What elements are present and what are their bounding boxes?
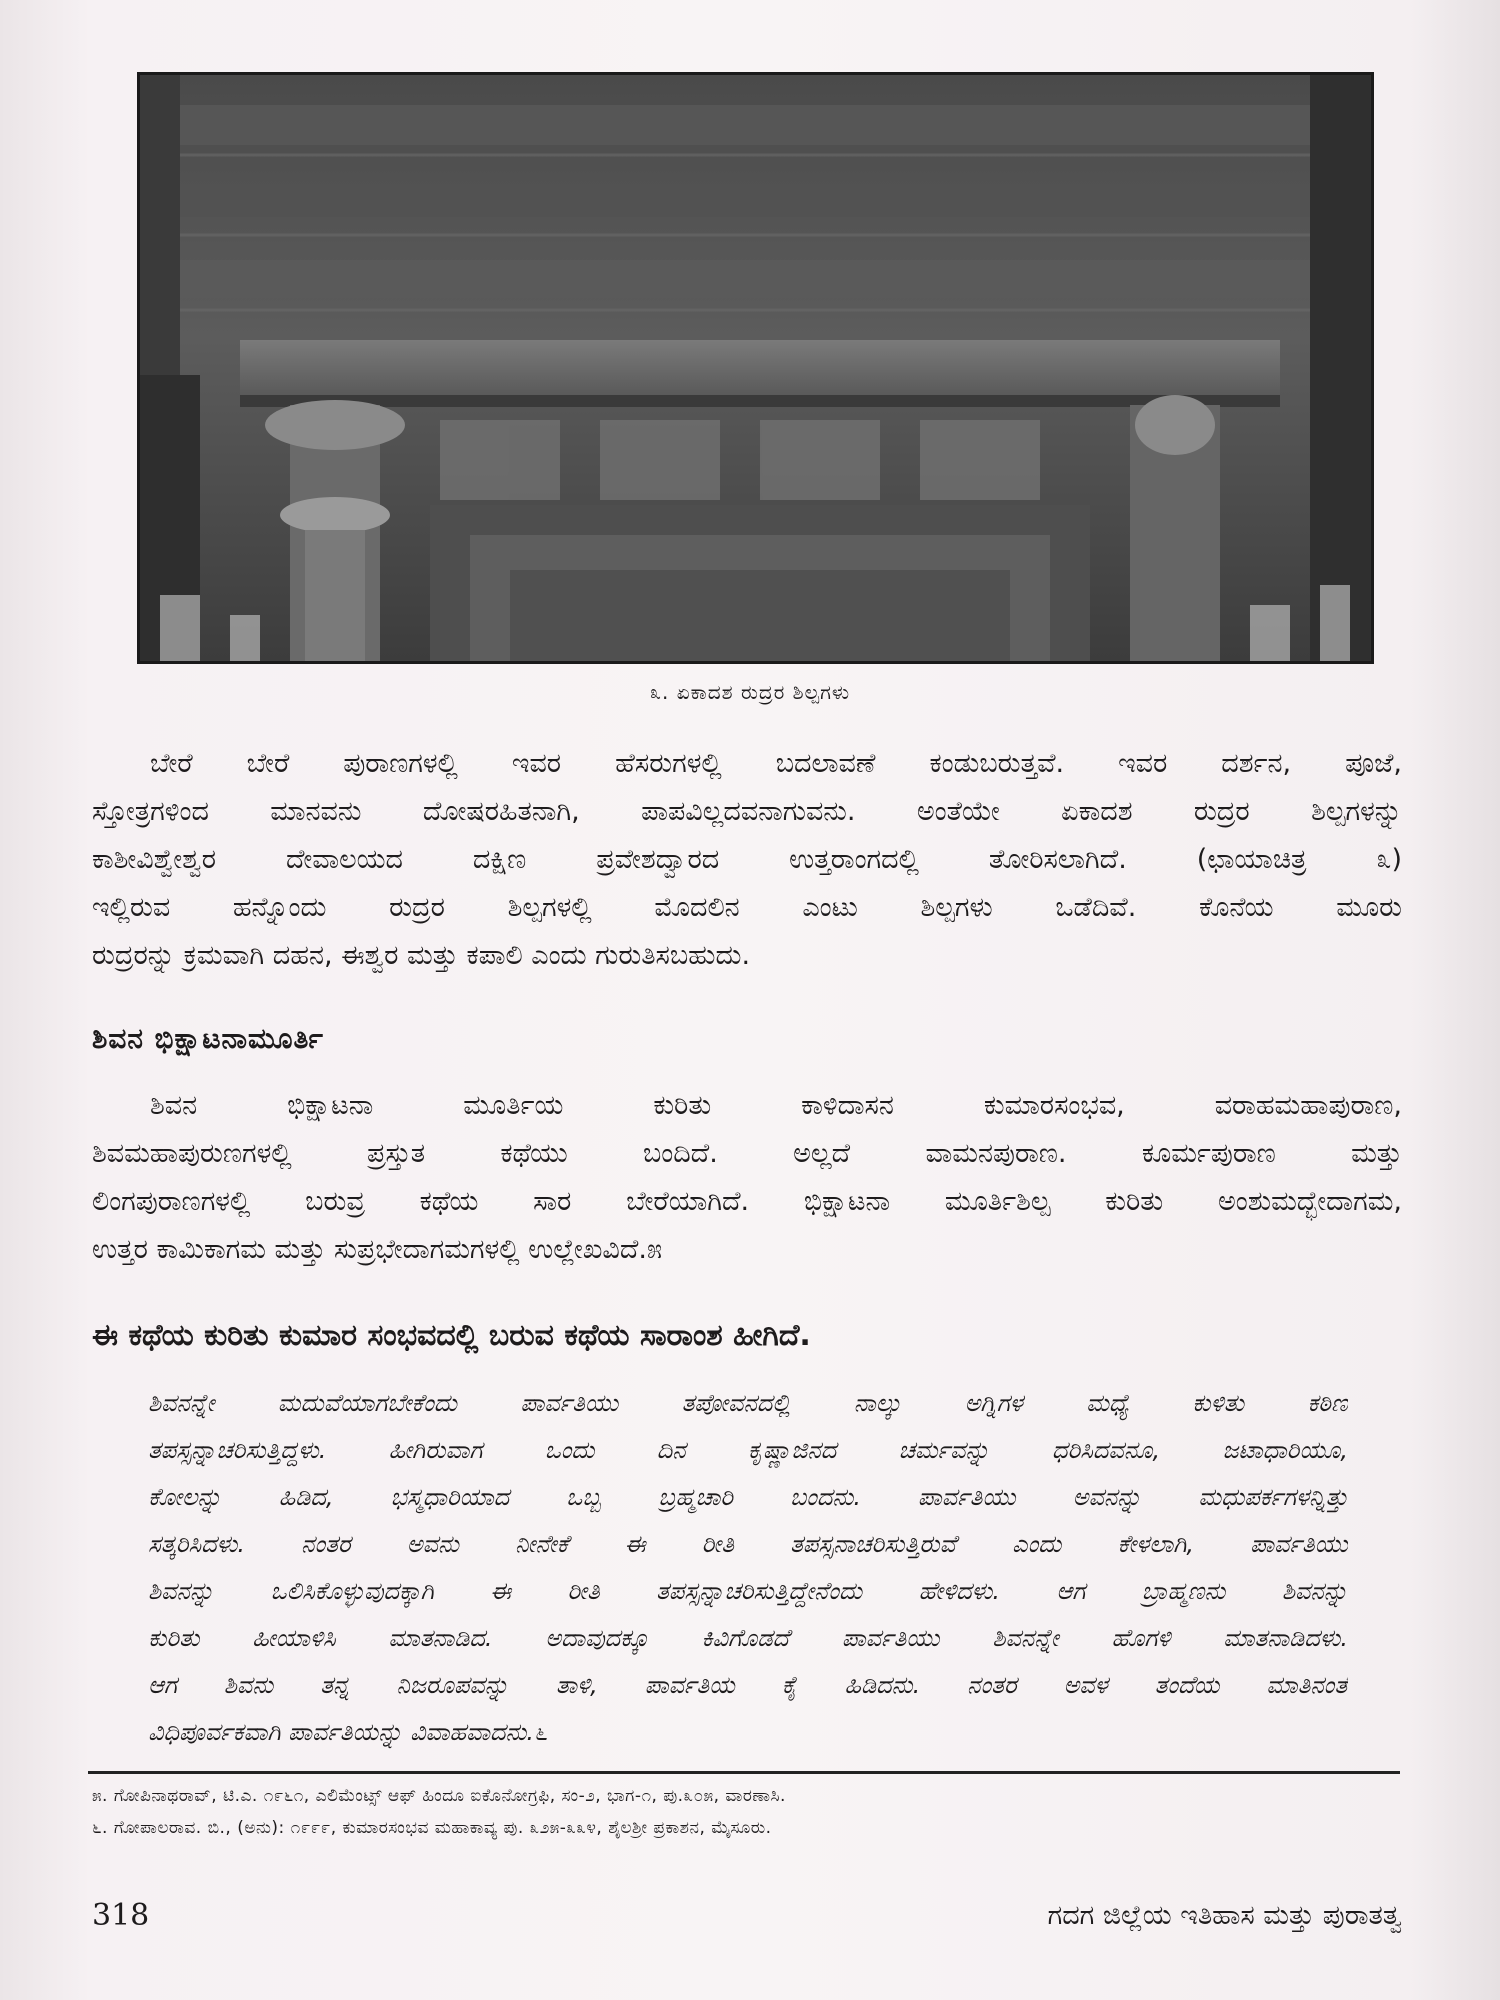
quote-line: ಸತ್ಕರಿಸಿದಳು. ನಂತರ ಅವನು ನೀನೇಕೆ ಈ ರೀತಿ ತಪಸ್ಸನಾಚರಿಸುತ್ತಿರುವೆ ಎಂದು ಕೇಳಲಾಗಿ, ಪಾರ್ವತಿಯು <box>148 1530 1348 1558</box>
text-line: ಶಿವಮಹಾಪುರುಣಗಳಲ್ಲಿ ಪ್ರಸ್ತುತ ಕಥೆಯು ಬಂದಿದೆ. ಅಲ್ಲದೆ ವಾಮನಪುರಾಣ. ಕೂರ್ಮಪುರಾಣ ಮತ್ತು <box>92 1138 1402 1169</box>
footnote-6: ೬. ಗೋಪಾಲರಾವ. ಬಿ., (ಅನು): ೧೯೯೯, ಕುಮಾರಸಂಭವ ಮಹಾಕಾವ್ಯ ಪು. ೩೨೫-೩೩೪, ಶೈಲಶ್ರೀ ಪ್ರಕಾಶನ, ಮೈಸೂರು. <box>92 1818 772 1838</box>
photo-image <box>140 75 1371 661</box>
text-line: ಸ್ತೋತ್ರಗಳಿಂದ ಮಾನವನು ದೋಷರಹಿತನಾಗಿ, ಪಾಪವಿಲ್ಲದವನಾಗುವನು. ಅಂತೆಯೇ ಏಕಾದಶ ರುದ್ರರ ಶಿಲ್ಪಗಳನ್ನು <box>92 796 1402 827</box>
temple-lintel-photo <box>137 72 1374 664</box>
text-line: ಉತ್ತರ ಕಾಮಿಕಾಗಮ ಮತ್ತು ಸುಪ್ರಭೇದಾಗಮಗಳಲ್ಲಿ ಉಲ್ಲೇಖವಿದೆ.೫ <box>92 1234 663 1265</box>
text-line: ಶಿವನ ಭಿಕ್ಷಾಟನಾ ಮೂರ್ತಿಯ ಕುರಿತು ಕಾಳಿದಾಸನ ಕುಮಾರಸಂಭವ, ವರಾಹಮಹಾಪುರಾಣ, <box>150 1090 1402 1121</box>
story-quote <box>148 1380 1348 1756</box>
quote-line: ತಪಸ್ಸನ್ನಾಚರಿಸುತ್ತಿದ್ದಳು. ಹೀಗಿರುವಾಗ ಒಂದು ದಿನ ಕೃಷ್ಣಾಜಿನದ ಚರ್ಮವನ್ನು ಧರಿಸಿದವನೂ, ಜಟಾಧಾರಿಯೂ, <box>148 1436 1348 1464</box>
page-number: 318 <box>92 1898 150 1933</box>
quote-line: ವಿಧಿಪೂರ್ವಕವಾಗಿ ಪಾರ್ವತಿಯನ್ನು ವಿವಾಹವಾದನು.೬ <box>148 1718 548 1746</box>
paragraph-eleven-rudras <box>92 740 1402 980</box>
text-line: ಇಲ್ಲಿರುವ ಹನ್ನೊಂದು ರುದ್ರರ ಶಿಲ್ಪಗಳಲ್ಲಿ ಮೊದಲಿನ ಎಂಟು ಶಿಲ್ಪಗಳು ಒಡೆದಿವೆ. ಕೊನೆಯ ಮೂರು <box>92 892 1402 923</box>
figure-caption: ೩. ಏಕಾದಶ ರುದ್ರರ ಶಿಲ್ಪಗಳು <box>649 680 851 704</box>
text-line: ಕಾಶೀವಿಶ್ವೇಶ್ವರ ದೇವಾಲಯದ ದಕ್ಷಿಣ ಪ್ರವೇಶದ್ವಾರದ ಉತ್ತರಾಂಗದಲ್ಲಿ ತೋರಿಸಲಾಗಿದೆ. (ಛಾಯಾಚಿತ್ರ ೩) <box>92 844 1402 875</box>
quote-line: ಆಗ ಶಿವನು ತನ್ನ ನಿಜರೂಪವನ್ನು ತಾಳಿ, ಪಾರ್ವತಿಯ ಕೈ ಹಿಡಿದನು. ನಂತರ ಅವಳ ತಂದೆಯ ಮಾತಿನಂತೆ <box>148 1671 1348 1699</box>
footnote-5: ೫. ಗೋಪಿನಾಥರಾವ್, ಟಿ.ಎ. ೧೯೬೧, ಎಲಿಮೆಂಟ್ಸ್ ಆಫ್ ಹಿಂದೂ ಐಕೊನೋಗ್ರಫಿ, ಸಂ-೨, ಭಾಗ-೧, ಪು.೩೦೫, ವಾರಣಾಸಿ. <box>92 1786 786 1806</box>
text-line: ರುದ್ರರನ್ನು ಕ್ರಮವಾಗಿ ದಹನ, ಈಶ್ವರ ಮತ್ತು ಕಪಾಲಿ ಎಂದು ಗುರುತಿಸಬಹುದು. <box>92 940 751 971</box>
quote-line: ಕುರಿತು ಹೀಯಾಳಿಸಿ ಮಾತನಾಡಿದ. ಅದಾವುದಕ್ಕೂ ಕಿವಿಗೊಡದೆ ಪಾರ್ವತಿಯು ಶಿವನನ್ನೇ ಹೊಗಳಿ ಮಾತನಾಡಿದಳು. <box>148 1624 1348 1652</box>
footnote-divider <box>88 1771 1400 1774</box>
running-title: ಗದಗ ಜಿಲ್ಲೆಯ ಇತಿಹಾಸ ಮತ್ತು ಪುರಾತತ್ವ <box>1047 1900 1402 1931</box>
text-line: ಲಿಂಗಪುರಾಣಗಳಲ್ಲಿ ಬರುವ್ರ ಕಥೆಯ ಸಾರ ಬೇರೆಯಾಗಿದೆ. ಭಿಕ್ಷಾಟನಾ ಮೂರ್ತಿಶಿಲ್ಪ ಕುರಿತು ಅಂಶುಮದ್ಭೇದಾಗಮ, <box>92 1186 1402 1217</box>
text-line: ಬೇರೆ ಬೇರೆ ಪುರಾಣಗಳಲ್ಲಿ ಇವರ ಹೆಸರುಗಳಲ್ಲಿ ಬದಲಾವಣೆ ಕಂಡುಬರುತ್ತವೆ. ಇವರ ದರ್ಶನ, ಪೂಜೆ, <box>150 748 1402 779</box>
story-heading: ಈ ಕಥೆಯ ಕುರಿತು ಕುಮಾರ ಸಂಭವದಲ್ಲಿ ಬರುವ ಕಥೆಯ ಸಾರಾಂಶ ಹೀಗಿದೆ. <box>92 1318 811 1353</box>
paragraph-bhikshatana <box>92 1082 1402 1274</box>
quote-line: ಶಿವನನ್ನು ಒಲಿಸಿಕೊಳ್ಳುವುದಕ್ಕಾಗಿ ಈ ರೀತಿ ತಪಸ್ಸನ್ನಾಚರಿಸುತ್ತಿದ್ದೇನೆಂದು ಹೇಳಿದಳು. ಆಗ ಬ್ರಾಹ್ಮಣನು ಶಿವನನ್ನು <box>148 1577 1348 1605</box>
quote-line: ಕೋಲನ್ನು ಹಿಡಿದ, ಭಸ್ಮಧಾರಿಯಾದ ಒಬ್ಬ ಬ್ರಹ್ಮಚಾರಿ ಬಂದನು. ಪಾರ್ವತಿಯು ಅವನನ್ನು ಮಧುಪರ್ಕಗಳನ್ನಿತ್ತು <box>148 1483 1348 1511</box>
section-heading: ಶಿವನ ಭಿಕ್ಷಾಟನಾಮೂರ್ತಿ <box>92 1022 324 1055</box>
quote-line: ಶಿವನನ್ನೇ ಮದುವೆಯಾಗಬೇಕೆಂದು ಪಾರ್ವತಿಯು ತಪೋವನದಲ್ಲಿ ನಾಲ್ಕು ಅಗ್ನಿಗಳ ಮಧ್ಯೆ ಕುಳಿತು ಕಠಿಣ <box>148 1389 1348 1417</box>
